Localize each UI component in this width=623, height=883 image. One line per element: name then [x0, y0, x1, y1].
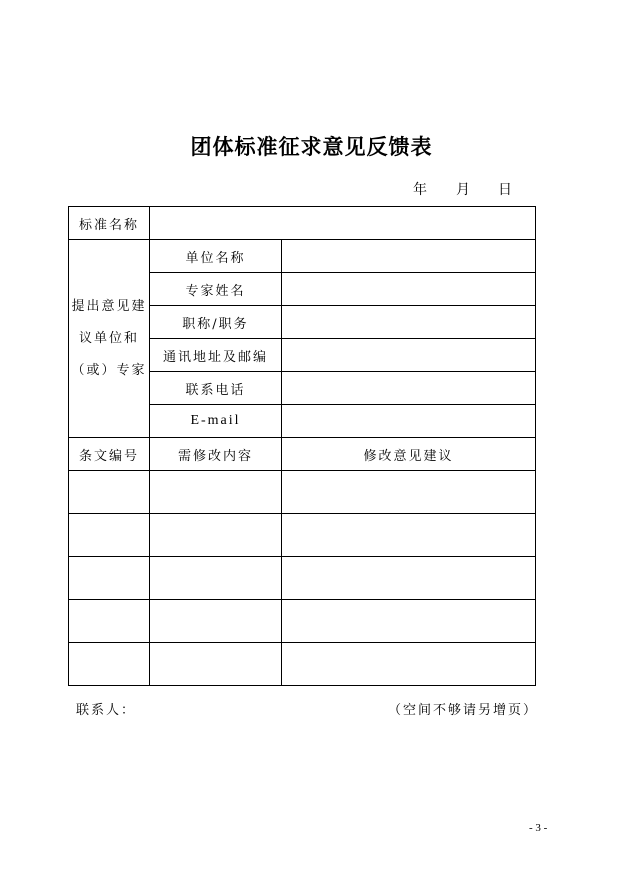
content-cell[interactable]: [150, 643, 282, 686]
title-position-label: 职称/职务: [150, 306, 282, 339]
proposer-label: 提出意见建议单位和（或）专家: [69, 240, 150, 438]
email-field[interactable]: [282, 405, 536, 438]
clause-no-cell[interactable]: [69, 643, 150, 686]
clause-no-cell[interactable]: [69, 514, 150, 557]
table-row: [69, 557, 536, 600]
table-row: [69, 600, 536, 643]
expert-name-label: 专家姓名: [150, 273, 282, 306]
clause-no-cell[interactable]: [69, 471, 150, 514]
address-field[interactable]: [282, 339, 536, 372]
content-cell[interactable]: [150, 514, 282, 557]
standard-name-label: 标准名称: [69, 207, 150, 240]
content-cell[interactable]: [150, 471, 282, 514]
expert-name-field[interactable]: [282, 273, 536, 306]
suggestion-cell[interactable]: [282, 557, 536, 600]
date-year-label: 年: [413, 182, 427, 198]
content-cell[interactable]: [150, 600, 282, 643]
clause-no-cell[interactable]: [69, 600, 150, 643]
table-row: [69, 471, 536, 514]
suggestion-cell[interactable]: [282, 514, 536, 557]
phone-label: 联系电话: [150, 372, 282, 405]
feedback-form-table: [68, 206, 536, 686]
title-position-field[interactable]: [282, 306, 536, 339]
org-name-field[interactable]: [282, 240, 536, 273]
standard-name-row: [69, 207, 536, 240]
suggestion-header: 修改意见建议: [282, 438, 536, 471]
table-row: [69, 643, 536, 686]
table-row: [69, 514, 536, 557]
suggestion-cell[interactable]: [282, 471, 536, 514]
org-name-label: 单位名称: [150, 240, 282, 273]
content-to-modify-header: 需修改内容: [150, 438, 282, 471]
suggestion-cell[interactable]: [282, 600, 536, 643]
proposer-row: [69, 240, 536, 273]
date-day-label: 日: [498, 182, 512, 198]
address-label: 通讯地址及邮编: [150, 339, 282, 372]
table-header-row: [69, 438, 536, 471]
content-cell[interactable]: [150, 557, 282, 600]
contact-person-label: 联系人：: [76, 703, 137, 718]
clause-no-header: 条文编号: [69, 438, 150, 471]
clause-no-cell[interactable]: [69, 557, 150, 600]
date-month-label: 月: [456, 182, 470, 198]
phone-field[interactable]: [282, 372, 536, 405]
standard-name-field[interactable]: [150, 207, 536, 240]
suggestion-cell[interactable]: [282, 643, 536, 686]
page-number: - 3 -: [529, 822, 548, 834]
extra-page-note: （空间不够请另增页）: [388, 703, 539, 718]
email-label: E-mail: [150, 405, 282, 438]
form-title: 团体标准征求意见反馈表: [190, 134, 433, 159]
